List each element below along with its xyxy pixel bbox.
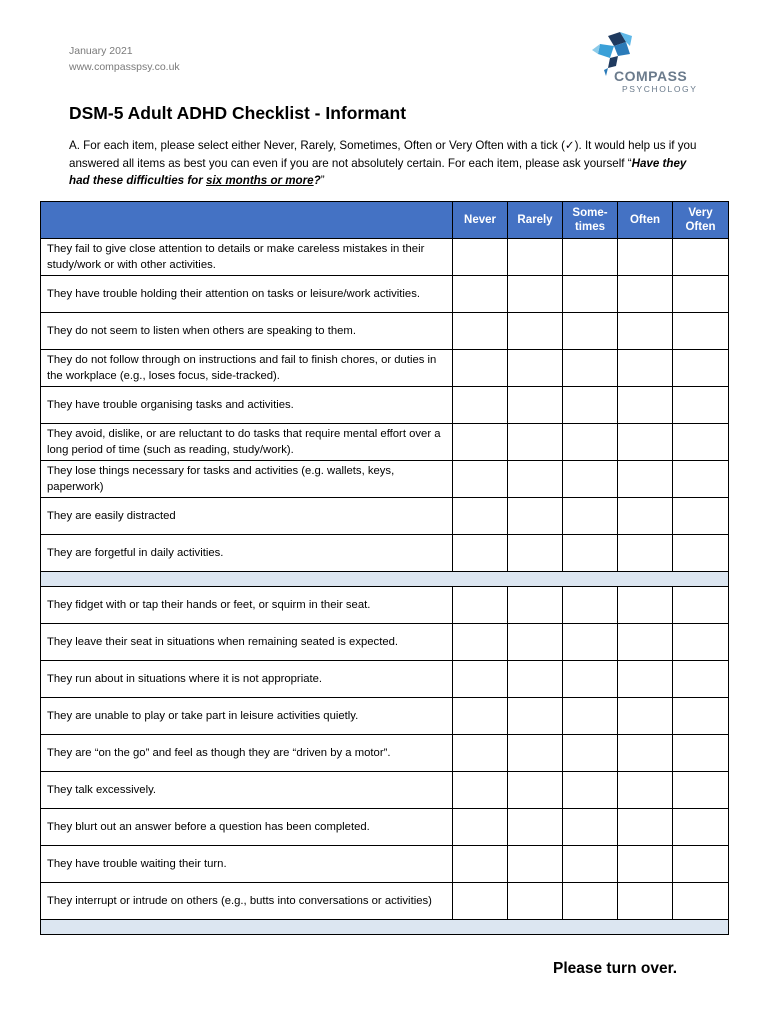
checklist-item-text: They talk excessively. [41,772,453,809]
tick-box-sometimes[interactable] [563,661,618,698]
tick-box-sometimes[interactable] [563,424,618,461]
document-header-meta [69,43,180,75]
tick-box-never[interactable] [453,772,508,809]
tick-box-sometimes[interactable] [563,387,618,424]
tick-box-very-often[interactable] [673,698,729,735]
tick-box-often[interactable] [618,661,673,698]
tick-box-never[interactable] [453,624,508,661]
tick-box-very-often[interactable] [673,661,729,698]
checklist-item-text: They are “on the go” and feel as though they are “driven by a motor”. [41,735,453,772]
tick-box-rarely[interactable] [508,424,563,461]
tick-box-very-often[interactable] [673,587,729,624]
header-item-column [41,202,453,239]
table-row [41,772,729,809]
tick-box-very-often[interactable] [673,424,729,461]
tick-box-never[interactable] [453,276,508,313]
page-title: DSM-5 Adult ADHD Checklist - Informant [69,103,407,123]
section-divider [41,920,729,935]
checklist-item-text: They are unable to play or take part in leisure activities quietly. [41,698,453,735]
checklist-item-text: They blurt out an answer before a question has been completed. [41,809,453,846]
instructions-question-mark: ? [313,174,321,187]
checklist-item-text: They do not follow through on instructions and fail to finish chores, or duties in the workplace (e.g., loses focus, side-tracked). [41,350,453,387]
tick-box-often[interactable] [618,239,673,276]
tick-box-sometimes[interactable] [563,735,618,772]
table-row [41,424,729,461]
tick-box-often[interactable] [618,276,673,313]
tick-box-very-often[interactable] [673,846,729,883]
tick-box-sometimes[interactable] [563,624,618,661]
table-row [41,735,729,772]
tick-box-rarely[interactable] [508,276,563,313]
tick-box-never[interactable] [453,387,508,424]
tick-box-rarely[interactable] [508,239,563,276]
checklist-item-text: They lose things necessary for tasks and activities (e.g. wallets, keys, paperwork) [41,461,453,498]
tick-box-rarely[interactable] [508,535,563,572]
table-row [41,661,729,698]
tick-box-sometimes[interactable] [563,313,618,350]
table-row [41,498,729,535]
table-row [41,883,729,920]
tick-box-often[interactable] [618,809,673,846]
instructions [69,137,703,190]
tick-box-often[interactable] [618,587,673,624]
table-row [41,350,729,387]
checklist-item-text: They fidget with or tap their hands or feet, or squirm in their seat. [41,587,453,624]
tick-box-never[interactable] [453,239,508,276]
tick-box-often[interactable] [618,698,673,735]
tick-box-sometimes[interactable] [563,350,618,387]
instructions-close-quote: ” [320,174,325,187]
tick-box-very-often[interactable] [673,735,729,772]
tick-box-never[interactable] [453,661,508,698]
checklist-item-text: They fail to give close attention to details or make careless mistakes in their study/work or with other activities. [41,239,453,276]
table-header-row [41,202,729,239]
tick-box-often[interactable] [618,350,673,387]
header-often: Often [618,202,673,239]
instructions-text: A. For each item, please select either Never, Rarely, Sometimes, Often or Very Often with a tick (✓). It would help us if you answered all items as best you can even if you are not absolutely certain. For each item, please ask yourself “ [69,139,697,170]
table-row [41,846,729,883]
tick-box-often[interactable] [618,846,673,883]
tick-box-often[interactable] [618,424,673,461]
tick-box-rarely[interactable] [508,661,563,698]
tick-box-rarely[interactable] [508,387,563,424]
adhd-checklist-table [40,201,729,935]
tick-box-rarely[interactable] [508,698,563,735]
tick-box-very-often[interactable] [673,624,729,661]
table-row [41,587,729,624]
tick-box-rarely[interactable] [508,846,563,883]
header-very-often: Very Often [673,202,729,239]
checklist-item-text: They have trouble holding their attention on tasks or leisure/work activities. [41,276,453,313]
tick-box-never[interactable] [453,461,508,498]
tick-box-often[interactable] [618,883,673,920]
table-row [41,313,729,350]
tick-box-often[interactable] [618,461,673,498]
tick-box-never[interactable] [453,498,508,535]
tick-box-never[interactable] [453,698,508,735]
tick-box-often[interactable] [618,313,673,350]
checklist-item-text: They leave their seat in situations when remaining seated is expected. [41,624,453,661]
table-row [41,239,729,276]
table-body [41,239,729,935]
checklist-item-text: They are easily distracted [41,498,453,535]
table-row [41,535,729,572]
tick-box-rarely[interactable] [508,587,563,624]
tick-box-never[interactable] [453,313,508,350]
checklist-item-text: They have trouble organising tasks and activities. [41,387,453,424]
tick-box-very-often[interactable] [673,772,729,809]
tick-box-rarely[interactable] [508,350,563,387]
tick-box-sometimes[interactable] [563,587,618,624]
tick-box-very-often[interactable] [673,809,729,846]
tick-box-rarely[interactable] [508,498,563,535]
tick-box-never[interactable] [453,587,508,624]
table-row [41,624,729,661]
checklist-item-text: They are forgetful in daily activities. [41,535,453,572]
section-divider-row [41,572,729,587]
tick-box-often[interactable] [618,735,673,772]
tick-box-never[interactable] [453,350,508,387]
tick-box-sometimes[interactable] [563,772,618,809]
tick-box-sometimes[interactable] [563,809,618,846]
checklist-item-text: They interrupt or intrude on others (e.g., butts into conversations or activities) [41,883,453,920]
instructions-duration: six months or more [206,174,314,187]
tick-box-never[interactable] [453,883,508,920]
tick-box-never[interactable] [453,809,508,846]
tick-box-often[interactable] [618,624,673,661]
checklist-item-text: They run about in situations where it is not appropriate. [41,661,453,698]
section-divider-row [41,920,729,935]
header-sometimes: Some-times [563,202,618,239]
tick-box-often[interactable] [618,772,673,809]
tick-box-rarely[interactable] [508,772,563,809]
tick-box-sometimes[interactable] [563,461,618,498]
tick-box-very-often[interactable] [673,883,729,920]
tick-box-very-often[interactable] [673,461,729,498]
tick-box-often[interactable] [618,387,673,424]
tick-box-very-often[interactable] [673,276,729,313]
header-never: Never [453,202,508,239]
tick-box-sometimes[interactable] [563,698,618,735]
logo-subtitle: PSYCHOLOGY [622,84,698,94]
compass-psychology-logo [578,30,708,100]
tick-box-sometimes[interactable] [563,535,618,572]
tick-box-very-often[interactable] [673,387,729,424]
tick-box-sometimes[interactable] [563,276,618,313]
tick-box-rarely[interactable] [508,313,563,350]
tick-box-very-often[interactable] [673,498,729,535]
document-date: January 2021 [69,45,133,57]
logo-wordmark: COMPASS [614,68,688,84]
table-row [41,387,729,424]
tick-box-rarely[interactable] [508,624,563,661]
tick-box-sometimes[interactable] [563,239,618,276]
tick-box-very-often[interactable] [673,350,729,387]
table-row [41,809,729,846]
tick-box-never[interactable] [453,735,508,772]
tick-box-rarely[interactable] [508,809,563,846]
tick-box-sometimes[interactable] [563,883,618,920]
section-divider [41,572,729,587]
table-row [41,276,729,313]
tick-box-often[interactable] [618,535,673,572]
tick-box-very-often[interactable] [673,313,729,350]
table-row [41,461,729,498]
website-url: www.compasspsy.co.uk [69,61,180,73]
tick-box-rarely[interactable] [508,883,563,920]
checklist-item-text: They have trouble waiting their turn. [41,846,453,883]
tick-box-never[interactable] [453,424,508,461]
table-row [41,698,729,735]
tick-box-very-often[interactable] [673,535,729,572]
instructions-question-text: Have they had these difficulties for [69,156,687,187]
tick-box-very-often[interactable] [673,239,729,276]
tick-box-rarely[interactable] [508,735,563,772]
footer-note: Please turn over. [553,960,678,977]
checklist-item-text: They avoid, dislike, or are reluctant to do tasks that require mental effort over a long period of time (such as reading, study/work). [41,424,453,461]
header-rarely: Rarely [508,202,563,239]
tick-box-never[interactable] [453,846,508,883]
tick-box-often[interactable] [618,498,673,535]
tick-box-never[interactable] [453,535,508,572]
tick-box-sometimes[interactable] [563,498,618,535]
tick-box-rarely[interactable] [508,461,563,498]
tick-box-sometimes[interactable] [563,846,618,883]
checklist-item-text: They do not seem to listen when others are speaking to them. [41,313,453,350]
